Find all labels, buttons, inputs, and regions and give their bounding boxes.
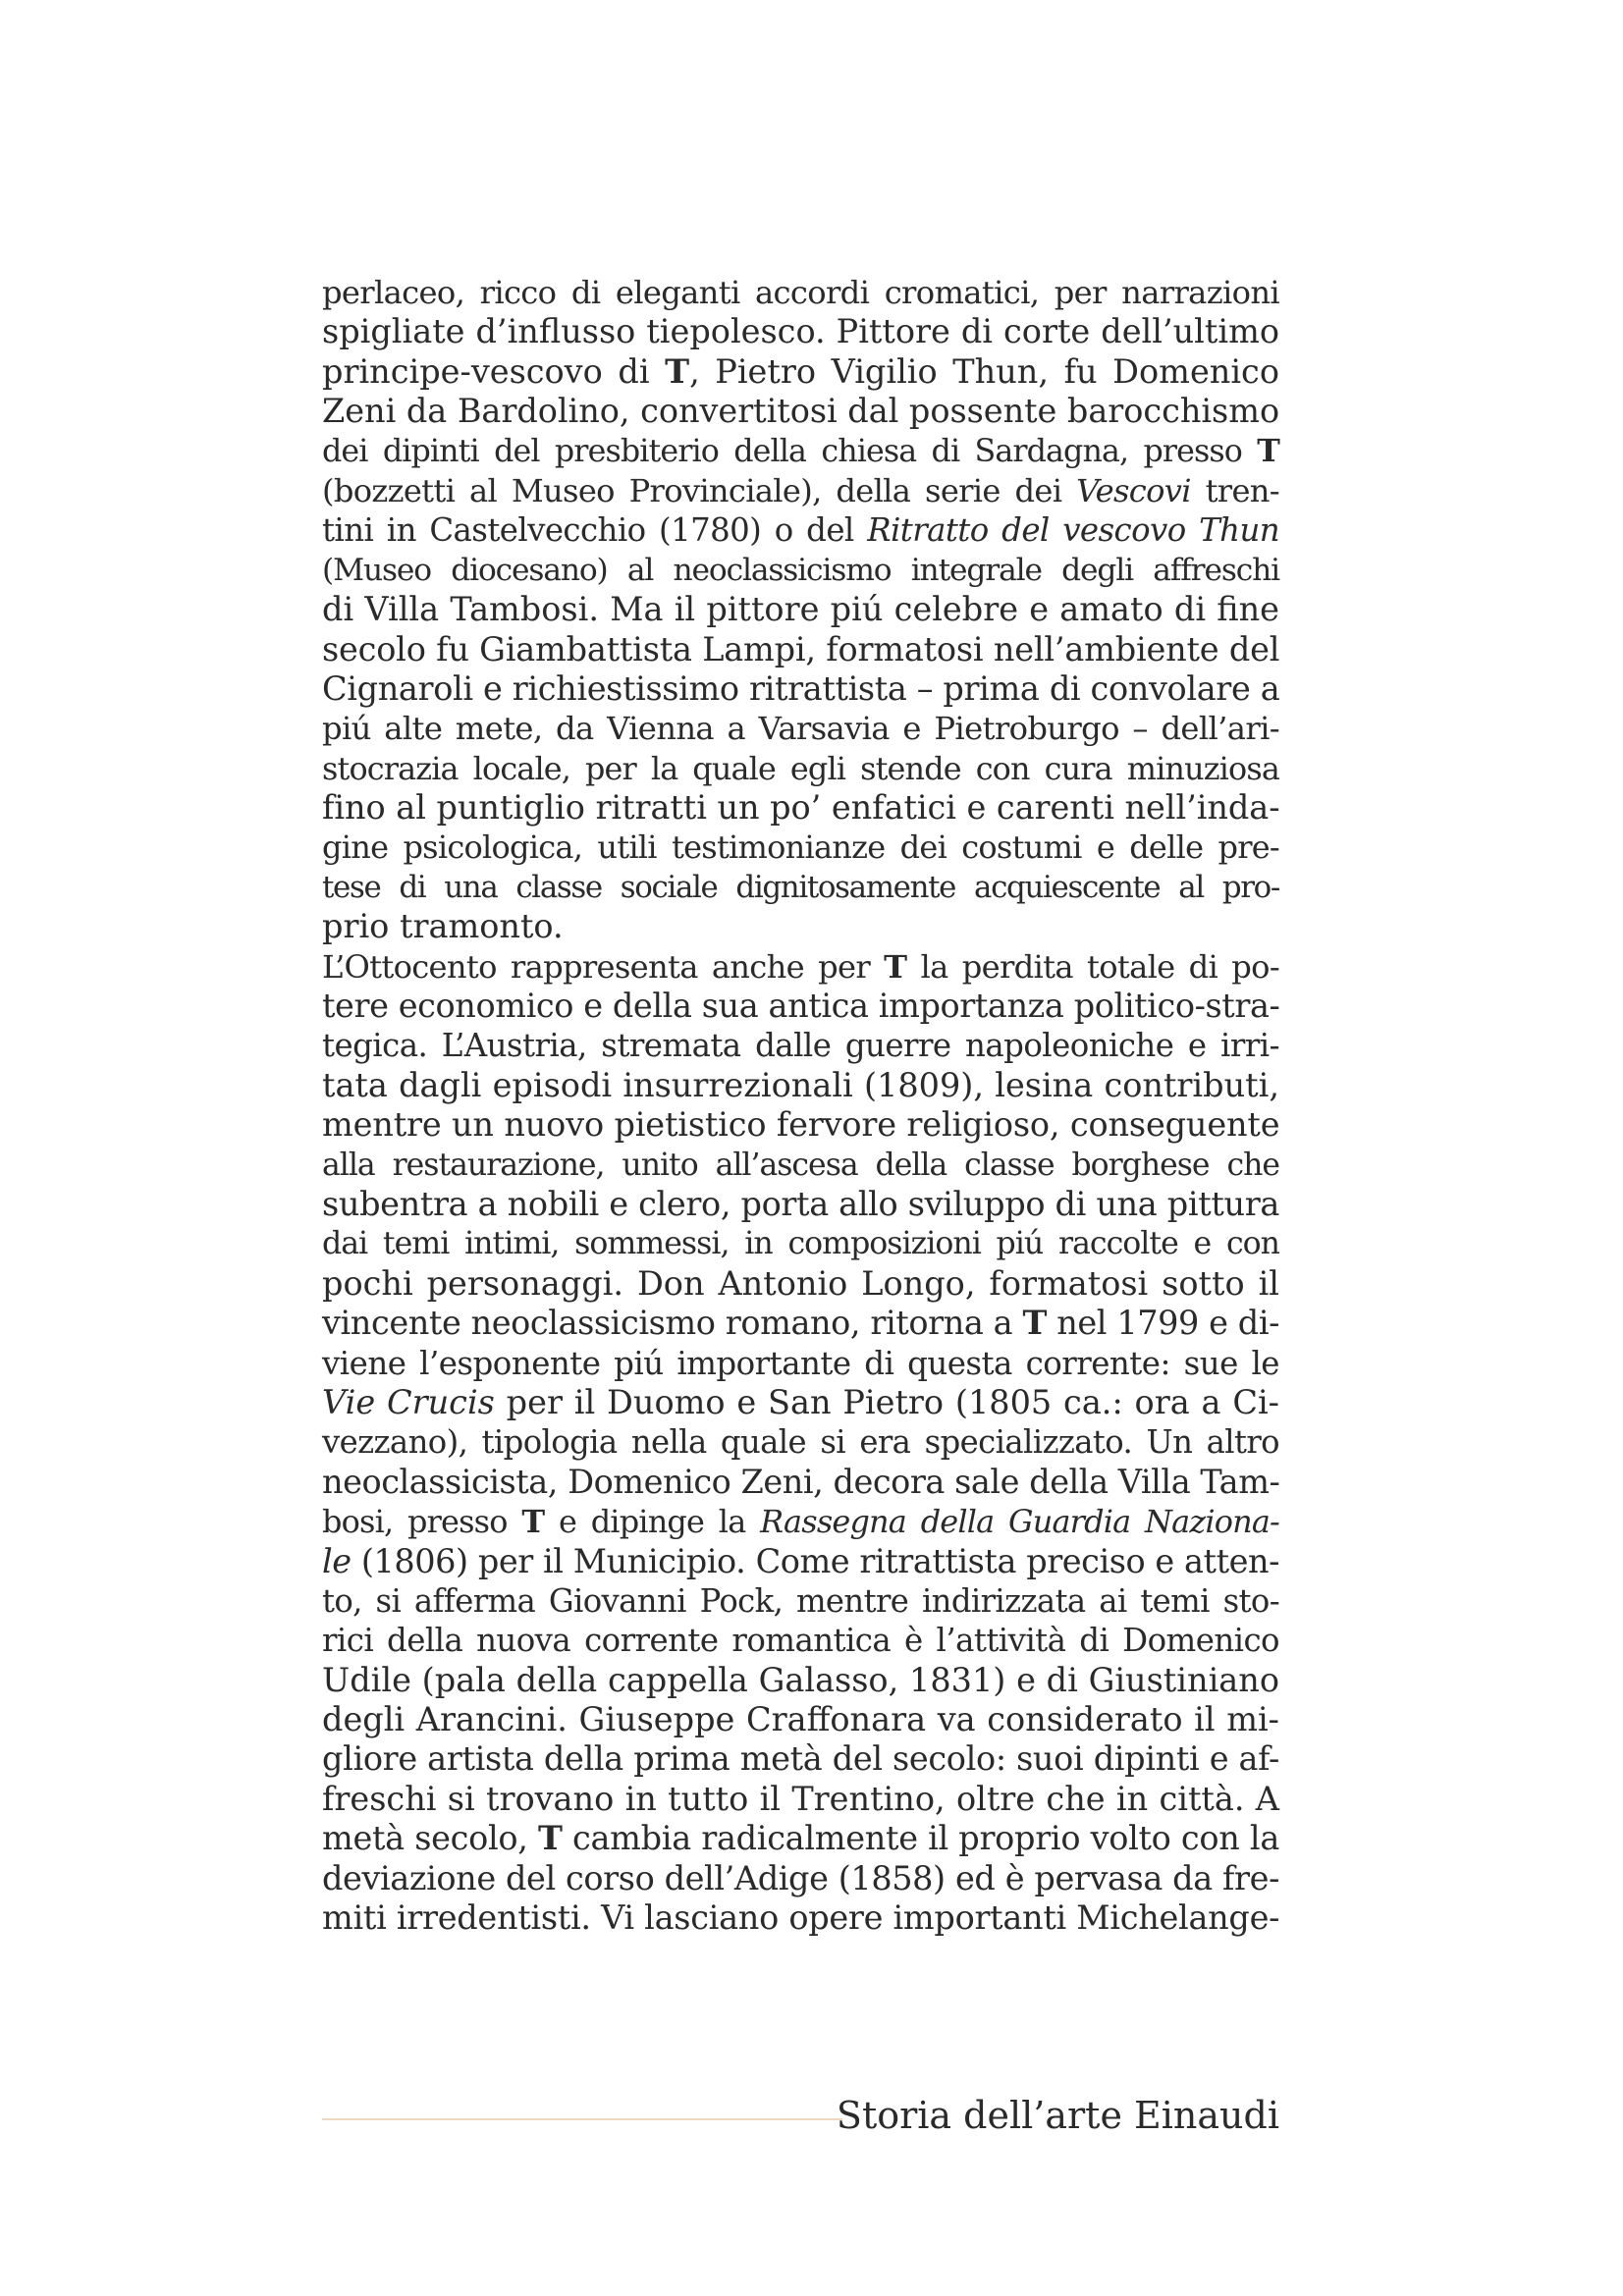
text-line bbox=[322, 1542, 1279, 1581]
text-segment: alla restaurazione, unito all’ascesa della classe borghese che bbox=[322, 1147, 1279, 1183]
bold-abbreviation: T bbox=[521, 1503, 545, 1541]
italic-title: Ritratto del vescovo Thun bbox=[867, 511, 1279, 550]
text-segment: di Villa Tambosi. Ma il pittore piú celebre e amato di fine bbox=[322, 590, 1279, 629]
text-segment: degli Arancini. Giuseppe Craffonara va considerato il mi- bbox=[322, 1700, 1279, 1739]
text-line bbox=[322, 1819, 1279, 1858]
text-line bbox=[322, 510, 1279, 550]
text-segment: dai temi intimi, sommessi, in composizioni piú raccolte e con bbox=[322, 1226, 1279, 1262]
text-line bbox=[322, 1581, 1279, 1621]
text-line bbox=[322, 1264, 1279, 1304]
text-line bbox=[322, 788, 1279, 828]
text-line bbox=[322, 1224, 1279, 1263]
text-segment: tese di una classe sociale dignitosamente acquiescente al pro- bbox=[322, 869, 1279, 905]
text-segment: tini in Castelvecchio (1780) o del bbox=[322, 511, 868, 550]
bold-abbreviation: T bbox=[538, 1819, 563, 1858]
text-line bbox=[322, 1463, 1279, 1502]
text-line bbox=[322, 352, 1279, 392]
text-segment: freschi si trovano in tutto il Trentino, oltre che in città. A bbox=[322, 1779, 1279, 1818]
text-segment: fino al puntiglio ritratti un po’ enfatici e carenti nell’inda- bbox=[322, 788, 1280, 828]
text-line bbox=[322, 1304, 1279, 1343]
text-line bbox=[322, 907, 1279, 946]
text-segment: gliore artista della prima metà del secolo: suoi dipinti e af- bbox=[322, 1739, 1279, 1779]
text-segment: (bozzetti al Museo Provinciale), della serie dei bbox=[322, 471, 1077, 509]
body-text bbox=[322, 273, 1279, 1938]
text-segment: bosi, presso bbox=[322, 1503, 522, 1541]
text-line bbox=[322, 749, 1279, 788]
text-line bbox=[322, 987, 1279, 1026]
text-segment: (Museo diocesano) al neoclassicismo integrale degli affreschi bbox=[322, 552, 1279, 588]
text-line bbox=[322, 630, 1279, 669]
text-segment: piú alte mete, da Vienna a Varsavia e Pietroburgo – dell’ari- bbox=[322, 710, 1279, 748]
text-line bbox=[322, 709, 1279, 748]
text-line bbox=[322, 273, 1279, 312]
text-segment: deviazione del corso dell’Adige (1858) ed è pervasa da fre- bbox=[322, 1858, 1279, 1897]
text-line bbox=[322, 828, 1279, 867]
text-line bbox=[322, 1898, 1279, 1938]
bold-abbreviation: T bbox=[1022, 1304, 1047, 1343]
text-line bbox=[322, 1780, 1279, 1819]
text-segment: Udile (pala della cappella Galasso, 1831) e di Giustiniano bbox=[322, 1660, 1279, 1699]
text-line bbox=[322, 868, 1279, 907]
text-line bbox=[322, 669, 1279, 709]
text-segment: dei dipinti del presbiterio della chiesa di Sardagna, presso bbox=[322, 433, 1258, 469]
text-segment: vincente neoclassicismo romano, ritorna a bbox=[322, 1304, 1023, 1343]
bold-abbreviation: T bbox=[884, 947, 907, 986]
italic-title: Vescovi bbox=[1076, 471, 1191, 509]
text-line bbox=[322, 1621, 1279, 1660]
text-segment: perlaceo, ricco di eleganti accordi cromatici, per narrazioni bbox=[322, 274, 1279, 311]
text-line bbox=[322, 1146, 1279, 1185]
text-segment: spigliate d’influsso tiepolesco. Pittore di corte dell’ultimo bbox=[322, 312, 1279, 351]
text-segment: vezzano), tipologia nella quale si era specializzato. Un altro bbox=[322, 1423, 1279, 1462]
footer-title: Storia dell’arte Einaudi bbox=[836, 2094, 1279, 2137]
text-line bbox=[322, 392, 1279, 431]
text-line bbox=[322, 1344, 1279, 1383]
text-segment: gine psicologica, utili testimonianze dei costumi e delle pre- bbox=[322, 828, 1279, 867]
text-line bbox=[322, 1700, 1279, 1739]
text-line bbox=[322, 1422, 1279, 1462]
italic-title: le bbox=[322, 1541, 352, 1580]
text-segment: la perdita totale di po- bbox=[906, 947, 1279, 986]
text-segment: secolo fu Giambattista Lampi, formatosi nell’ambiente del bbox=[322, 629, 1280, 668]
text-segment: viene l’esponente piú importante di questa corrente: sue le bbox=[322, 1344, 1279, 1382]
text-line bbox=[322, 1105, 1279, 1145]
text-segment: Zeni da Bardolino, convertitosi dal possente barocchismo bbox=[322, 392, 1280, 431]
text-segment: metà secolo, bbox=[322, 1819, 538, 1858]
text-line bbox=[322, 1185, 1279, 1224]
text-line bbox=[322, 432, 1279, 471]
text-line bbox=[322, 1859, 1279, 1898]
text-segment: tata dagli episodi insurrezionali (1809), lesina contributi, bbox=[322, 1065, 1279, 1104]
text-segment: tegica. L’Austria, stremata dalle guerre napoleoniche e irri- bbox=[322, 1027, 1279, 1065]
text-segment: e dipinge la bbox=[544, 1503, 761, 1541]
bold-abbreviation: T bbox=[665, 351, 690, 391]
italic-title: Rassegna della Guardia Nazionа- bbox=[760, 1503, 1280, 1541]
italic-title: Vie Crucis bbox=[322, 1382, 495, 1421]
text-segment: Cignaroli e richiestissimo ritrattista – prima di convolare a bbox=[322, 668, 1280, 708]
text-segment: miti irredentisti. Vi lasciano opere importanti Michelange- bbox=[322, 1898, 1280, 1938]
text-segment: prio tramonto. bbox=[322, 907, 564, 946]
text-segment: subentra a nobili e clero, porta allo sviluppo di una pittura bbox=[322, 1184, 1279, 1223]
text-line bbox=[322, 947, 1279, 987]
text-segment: cambia radicalmente il proprio volto con la bbox=[562, 1819, 1279, 1858]
text-line bbox=[322, 590, 1279, 629]
text-segment: nel 1799 e di- bbox=[1046, 1304, 1280, 1343]
text-segment: L’Ottocento rappresenta anche per bbox=[322, 947, 885, 986]
text-segment: principe-vescovo di bbox=[322, 351, 666, 391]
text-line bbox=[322, 1502, 1279, 1541]
text-line bbox=[322, 1661, 1279, 1700]
text-segment: , Pietro Vigilio Thun, fu Domenico bbox=[689, 351, 1279, 391]
text-segment: per il Duomo e San Pietro (1805 ca.: ora a Ci- bbox=[494, 1382, 1279, 1421]
text-line bbox=[322, 312, 1279, 351]
text-segment: to, si afferma Giovanni Pock, mentre indirizzata ai temi sto- bbox=[322, 1581, 1279, 1620]
text-segment: neoclassicista, Domenico Zeni, decora sale della Villa Tam- bbox=[322, 1462, 1280, 1501]
bold-abbreviation: T bbox=[1257, 432, 1279, 469]
text-line bbox=[322, 551, 1279, 590]
text-segment: pochi personaggi. Don Antonio Longo, formatosi sotto il bbox=[322, 1263, 1279, 1303]
footer-rule bbox=[322, 2118, 842, 2120]
page-footer bbox=[322, 2091, 1279, 2140]
text-line bbox=[322, 1066, 1279, 1105]
text-line bbox=[322, 1026, 1279, 1065]
text-segment: tere economico e della sua antica importanza politico-stra- bbox=[322, 987, 1280, 1026]
text-line bbox=[322, 471, 1279, 510]
text-segment: rici della nuova corrente romantica è l’attività di Domenico bbox=[322, 1622, 1279, 1660]
text-line bbox=[322, 1383, 1279, 1422]
text-segment: mentre un nuovo pietistico fervore religioso, conseguente bbox=[322, 1105, 1280, 1145]
text-segment: (1806) per il Municipio. Come ritrattista preciso e atten- bbox=[351, 1541, 1279, 1580]
text-line bbox=[322, 1739, 1279, 1779]
text-segment: tren- bbox=[1190, 471, 1279, 509]
text-segment: stocrazia locale, per la quale egli stende con cura minuziosa bbox=[322, 749, 1279, 787]
